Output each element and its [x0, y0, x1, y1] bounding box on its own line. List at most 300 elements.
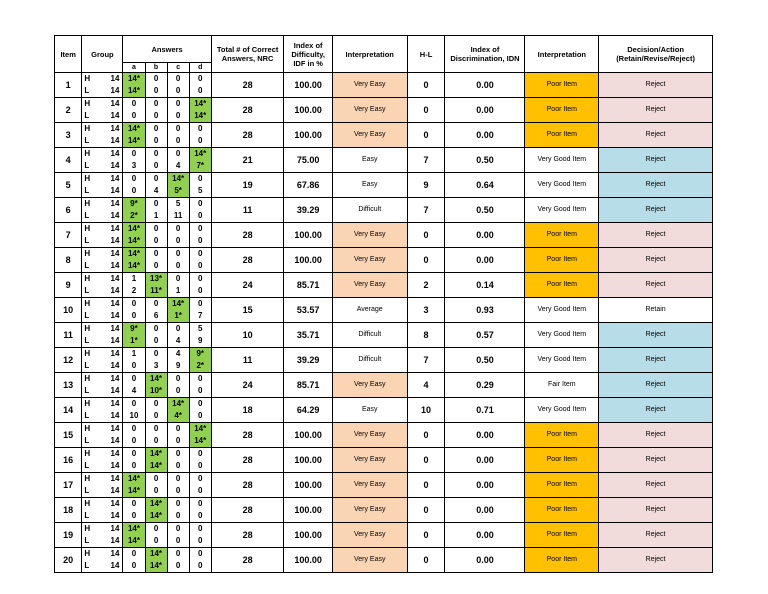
difficulty-interpretation: Very Easy: [332, 273, 407, 298]
group-low-count: 14: [110, 511, 120, 520]
group-low: [82, 285, 122, 297]
answer-low-d: 0: [198, 411, 203, 420]
answer-high-a: 9*: [123, 198, 144, 210]
group-low-label: L: [84, 511, 90, 520]
answer-high-a: 0: [131, 399, 137, 408]
group-cell: [82, 448, 123, 473]
answer-option-b: [145, 173, 167, 198]
total-correct: 15: [211, 298, 284, 323]
discrimination-index: 0.00: [445, 73, 525, 98]
group-low: [82, 185, 122, 197]
answer-option-c: [167, 73, 189, 98]
answer-high-b: 0: [153, 324, 159, 333]
answer-low-d: 7*: [190, 160, 211, 172]
discrimination-interpretation: Very Good Item: [525, 198, 599, 223]
answer-low-c: 0: [175, 86, 181, 95]
group-high: [82, 148, 122, 160]
difficulty-index: 100.00: [284, 73, 332, 98]
answer-high-b: 0: [153, 349, 159, 358]
group-high-count: 14: [110, 549, 120, 558]
table-row: [55, 348, 713, 373]
difficulty-interpretation: Very Easy: [332, 73, 407, 98]
decision: Reject: [599, 548, 713, 573]
group-high-count: 14: [110, 474, 120, 483]
discrimination-interpretation: Poor Item: [525, 273, 599, 298]
total-correct: 28: [211, 423, 284, 448]
item-number: 12: [55, 348, 82, 373]
answer-option-d: [189, 298, 211, 323]
group-cell: [82, 98, 123, 123]
answer-high-d: 0: [198, 374, 203, 383]
discrimination-interpretation: Poor Item: [525, 98, 599, 123]
difficulty-interpretation: Difficult: [332, 198, 407, 223]
group-high-label: H: [84, 174, 91, 183]
h-minus-l: 7: [407, 148, 445, 173]
group-high-count: 14: [110, 499, 120, 508]
answer-high-c: 5: [175, 199, 181, 208]
answer-low-c: 0: [175, 511, 181, 520]
answer-low-a: 0: [131, 111, 137, 120]
h-minus-l: 0: [407, 423, 445, 448]
answer-low-b: 4: [153, 186, 159, 195]
group-high-count: 14: [110, 299, 120, 308]
group-low-count: 14: [110, 461, 120, 470]
answer-option-c: [167, 548, 189, 573]
group-low-label: L: [84, 486, 90, 495]
group-cell: [82, 523, 123, 548]
answer-option-a: [123, 273, 145, 298]
answer-option-a: [123, 448, 145, 473]
difficulty-index: 100.00: [284, 248, 332, 273]
item-analysis-table: [54, 35, 713, 573]
group-cell: [82, 423, 123, 448]
difficulty-interpretation: Easy: [332, 398, 407, 423]
answer-option-b: [145, 198, 167, 223]
discrimination-index: 0.29: [445, 373, 525, 398]
answer-high-b: 0: [153, 99, 159, 108]
answer-low-c: 0: [175, 561, 181, 570]
group-cell: [82, 248, 123, 273]
group-low-count: 14: [110, 561, 120, 570]
difficulty-interpretation: Difficult: [332, 348, 407, 373]
item-number: 15: [55, 423, 82, 448]
group-low: [82, 535, 122, 547]
group-high-count: 14: [110, 349, 120, 358]
discrimination-interpretation: Poor Item: [525, 498, 599, 523]
group-high-label: H: [84, 224, 91, 233]
answer-high-b: 14*: [146, 448, 167, 460]
answer-high-c: 14*: [168, 398, 189, 410]
decision: Reject: [599, 398, 713, 423]
answer-high-c: 14*: [168, 298, 189, 310]
decision: Reject: [599, 123, 713, 148]
answer-low-b: 1: [153, 211, 159, 220]
answer-option-c: [167, 323, 189, 348]
group-low-count: 14: [110, 311, 120, 320]
answer-high-b: 0: [153, 224, 159, 233]
total-correct: 11: [211, 198, 284, 223]
answer-low-d: 0: [198, 511, 203, 520]
h-minus-l: 0: [407, 548, 445, 573]
difficulty-index: 67.86: [284, 173, 332, 198]
answer-option-a: [123, 348, 145, 373]
answer-low-b: 0: [153, 261, 159, 270]
answer-high-c: 0: [175, 499, 181, 508]
answer-low-b: 14*: [146, 510, 167, 522]
table-row: [55, 498, 713, 523]
answer-low-d: 0: [198, 261, 203, 270]
discrimination-interpretation: Very Good Item: [525, 348, 599, 373]
group-low: [82, 160, 122, 172]
group-low: [82, 335, 122, 347]
group-cell: [82, 498, 123, 523]
answer-low-a: 10: [129, 411, 139, 420]
difficulty-index: 85.71: [284, 273, 332, 298]
discrimination-index: 0.00: [445, 248, 525, 273]
difficulty-index: 100.00: [284, 423, 332, 448]
answer-low-d: 0: [198, 461, 203, 470]
answer-high-a: 14*: [123, 223, 144, 235]
answer-high-c: 0: [175, 449, 181, 458]
answer-low-b: 0: [153, 536, 159, 545]
group-high-count: 14: [110, 324, 120, 333]
group-low-label: L: [84, 211, 90, 220]
answer-low-d: 0: [198, 286, 203, 295]
header-option-a: a: [123, 63, 145, 73]
answer-low-d: 0: [198, 561, 203, 570]
answer-high-c: 0: [175, 374, 181, 383]
group-cell: [82, 398, 123, 423]
group-high: [82, 348, 122, 360]
table-row: [55, 248, 713, 273]
group-low: [82, 460, 122, 472]
group-high-count: 14: [110, 274, 120, 283]
group-high: [82, 448, 122, 460]
group-high: [82, 223, 122, 235]
group-low-label: L: [84, 411, 90, 420]
difficulty-interpretation: Very Easy: [332, 548, 407, 573]
h-minus-l: 0: [407, 73, 445, 98]
answer-option-a: [123, 223, 145, 248]
item-number: 14: [55, 398, 82, 423]
answer-high-a: 0: [131, 299, 137, 308]
group-high: [82, 273, 122, 285]
group-low-count: 14: [110, 261, 120, 270]
difficulty-index: 100.00: [284, 448, 332, 473]
table-row: [55, 123, 713, 148]
answer-low-d: 9: [198, 336, 203, 345]
answer-high-b: 14*: [146, 373, 167, 385]
group-high: [82, 398, 122, 410]
answer-option-b: [145, 398, 167, 423]
answer-high-d: 14*: [190, 98, 211, 110]
answer-option-d: [189, 348, 211, 373]
answer-option-c: [167, 123, 189, 148]
answer-high-a: 14*: [123, 523, 144, 535]
group-high-label: H: [84, 199, 91, 208]
answer-high-a: 0: [131, 374, 137, 383]
answer-option-c: [167, 248, 189, 273]
discrimination-interpretation: Poor Item: [525, 123, 599, 148]
group-low-count: 14: [110, 336, 120, 345]
answer-low-c: 0: [175, 386, 181, 395]
group-low-label: L: [84, 561, 90, 570]
total-correct: 28: [211, 223, 284, 248]
group-high: [82, 548, 122, 560]
answer-high-a: 14*: [123, 123, 144, 135]
difficulty-interpretation: Very Easy: [332, 98, 407, 123]
item-number: 18: [55, 498, 82, 523]
h-minus-l: 7: [407, 198, 445, 223]
answer-option-b: [145, 373, 167, 398]
answer-low-a: 14*: [123, 85, 144, 97]
table-row: [55, 548, 713, 573]
group-low: [82, 135, 122, 147]
answer-high-d: 0: [198, 174, 203, 183]
answer-low-d: 0: [198, 536, 203, 545]
group-low-count: 14: [110, 286, 120, 295]
discrimination-interpretation: Poor Item: [525, 473, 599, 498]
group-cell: [82, 148, 123, 173]
answer-low-c: 4*: [168, 410, 189, 422]
group-low: [82, 235, 122, 247]
answer-high-b: 0: [153, 199, 159, 208]
group-low: [82, 385, 122, 397]
group-high-label: H: [84, 524, 91, 533]
answer-high-b: 0: [153, 124, 159, 133]
answer-option-c: [167, 373, 189, 398]
answer-low-c: 0: [175, 461, 181, 470]
answer-low-c: 4: [175, 336, 181, 345]
group-high: [82, 498, 122, 510]
group-low-label: L: [84, 536, 90, 545]
answer-high-d: 0: [198, 474, 203, 483]
answer-option-a: [123, 298, 145, 323]
h-minus-l: 3: [407, 298, 445, 323]
total-correct: 28: [211, 123, 284, 148]
group-high-label: H: [84, 249, 91, 258]
group-high-label: H: [84, 149, 91, 158]
answer-low-b: 0: [153, 161, 159, 170]
answer-option-b: [145, 73, 167, 98]
answer-low-a: 14*: [123, 135, 144, 147]
answer-low-c: 1: [175, 286, 181, 295]
answer-low-d: 0: [198, 136, 203, 145]
answer-low-d: 14*: [190, 110, 211, 122]
table-row: [55, 198, 713, 223]
answer-low-b: 0: [153, 486, 159, 495]
answer-option-a: [123, 173, 145, 198]
answer-option-d: [189, 173, 211, 198]
h-minus-l: 0: [407, 473, 445, 498]
answer-option-a: [123, 473, 145, 498]
header-decision: Decision/Action (Retain/Revise/Reject): [599, 36, 713, 73]
group-high-label: H: [84, 299, 91, 308]
group-high-label: H: [84, 349, 91, 358]
h-minus-l: 0: [407, 223, 445, 248]
header-option-b: b: [145, 63, 167, 73]
answer-low-a: 0: [131, 186, 137, 195]
group-cell: [82, 223, 123, 248]
discrimination-index: 0.00: [445, 473, 525, 498]
difficulty-index: 85.71: [284, 373, 332, 398]
answer-option-d: [189, 323, 211, 348]
answer-option-d: [189, 273, 211, 298]
table-row: [55, 448, 713, 473]
group-cell: [82, 173, 123, 198]
answer-high-a: 0: [131, 424, 137, 433]
item-number: 8: [55, 248, 82, 273]
answer-low-c: 0: [175, 261, 181, 270]
group-low-count: 14: [110, 386, 120, 395]
answer-high-b: 0: [153, 174, 159, 183]
answer-low-b: 10*: [146, 385, 167, 397]
difficulty-index: 100.00: [284, 473, 332, 498]
group-high-label: H: [84, 549, 91, 558]
answer-high-a: 0: [131, 174, 137, 183]
group-low: [82, 110, 122, 122]
total-correct: 18: [211, 398, 284, 423]
answer-option-d: [189, 548, 211, 573]
answer-low-d: 0: [198, 386, 203, 395]
difficulty-index: 100.00: [284, 498, 332, 523]
table-row: [55, 523, 713, 548]
answer-option-b: [145, 548, 167, 573]
answer-low-b: 0: [153, 436, 159, 445]
group-high-label: H: [84, 99, 91, 108]
table-row: [55, 298, 713, 323]
group-low-label: L: [84, 461, 90, 470]
group-high-count: 14: [110, 224, 120, 233]
answer-option-b: [145, 148, 167, 173]
answer-high-a: 0: [131, 549, 137, 558]
difficulty-index: 100.00: [284, 98, 332, 123]
answer-low-a: 0: [131, 436, 137, 445]
answer-high-d: 0: [198, 249, 203, 258]
answer-option-a: [123, 98, 145, 123]
discrimination-index: 0.00: [445, 98, 525, 123]
difficulty-index: 100.00: [284, 123, 332, 148]
decision: Reject: [599, 373, 713, 398]
discrimination-index: 0.71: [445, 398, 525, 423]
discrimination-interpretation: Poor Item: [525, 223, 599, 248]
difficulty-index: 64.29: [284, 398, 332, 423]
answer-low-a: 14*: [123, 260, 144, 272]
total-correct: 24: [211, 273, 284, 298]
item-number: 17: [55, 473, 82, 498]
answer-option-d: [189, 423, 211, 448]
answer-option-b: [145, 123, 167, 148]
answer-low-d: 14*: [190, 435, 211, 447]
decision: Reject: [599, 173, 713, 198]
h-minus-l: 0: [407, 123, 445, 148]
answer-low-a: 14*: [123, 535, 144, 547]
difficulty-interpretation: Very Easy: [332, 448, 407, 473]
answer-low-b: 0: [153, 411, 159, 420]
answer-high-c: 0: [175, 324, 181, 333]
item-number: 13: [55, 373, 82, 398]
answer-option-d: [189, 123, 211, 148]
answer-option-b: [145, 248, 167, 273]
answer-high-b: 13*: [146, 273, 167, 285]
answer-low-a: 0: [131, 361, 137, 370]
group-cell: [82, 548, 123, 573]
item-number: 2: [55, 98, 82, 123]
group-low: [82, 485, 122, 497]
group-low-count: 14: [110, 136, 120, 145]
answer-high-c: 0: [175, 549, 181, 558]
answer-option-c: [167, 398, 189, 423]
answer-option-a: [123, 498, 145, 523]
total-correct: 21: [211, 148, 284, 173]
answer-option-b: [145, 448, 167, 473]
table-row: [55, 148, 713, 173]
discrimination-index: 0.93: [445, 298, 525, 323]
group-low-label: L: [84, 111, 90, 120]
answer-high-d: 0: [198, 524, 203, 533]
answer-low-a: 0: [131, 511, 137, 520]
answer-high-c: 0: [175, 124, 181, 133]
table-body: [55, 73, 713, 573]
answer-high-c: 0: [175, 74, 181, 83]
answer-high-c: 0: [175, 274, 181, 283]
answer-high-b: 14*: [146, 498, 167, 510]
answer-high-a: 14*: [123, 73, 144, 85]
answer-high-d: 0: [198, 449, 203, 458]
group-low-count: 14: [110, 436, 120, 445]
total-correct: 28: [211, 473, 284, 498]
group-low: [82, 210, 122, 222]
group-low-label: L: [84, 286, 90, 295]
discrimination-interpretation: Fair Item: [525, 373, 599, 398]
difficulty-interpretation: Very Easy: [332, 498, 407, 523]
group-cell: [82, 123, 123, 148]
item-number: 10: [55, 298, 82, 323]
answer-low-c: 0: [175, 486, 181, 495]
answer-low-a: 0: [131, 561, 137, 570]
answer-high-b: 0: [153, 299, 159, 308]
group-low-count: 14: [110, 186, 120, 195]
answer-high-b: 14*: [146, 548, 167, 560]
table-row: [55, 273, 713, 298]
table-row: [55, 223, 713, 248]
item-number: 4: [55, 148, 82, 173]
difficulty-index: 53.57: [284, 298, 332, 323]
answer-high-d: 0: [198, 399, 203, 408]
answer-low-b: 6: [153, 311, 159, 320]
item-number: 19: [55, 523, 82, 548]
group-low-label: L: [84, 386, 90, 395]
answer-option-d: [189, 223, 211, 248]
answer-high-d: 0: [198, 549, 203, 558]
h-minus-l: 10: [407, 398, 445, 423]
answer-option-a: [123, 398, 145, 423]
group-high-label: H: [84, 474, 91, 483]
answer-high-a: 0: [131, 99, 137, 108]
discrimination-interpretation: Poor Item: [525, 548, 599, 573]
answer-low-d: 0: [198, 211, 203, 220]
group-high-count: 14: [110, 124, 120, 133]
decision: Reject: [599, 323, 713, 348]
answer-high-b: 0: [153, 399, 159, 408]
h-minus-l: 2: [407, 273, 445, 298]
discrimination-index: 0.00: [445, 548, 525, 573]
answer-high-b: 0: [153, 524, 159, 533]
difficulty-index: 100.00: [284, 223, 332, 248]
group-low-label: L: [84, 236, 90, 245]
difficulty-index: 39.29: [284, 348, 332, 373]
discrimination-index: 0.00: [445, 423, 525, 448]
